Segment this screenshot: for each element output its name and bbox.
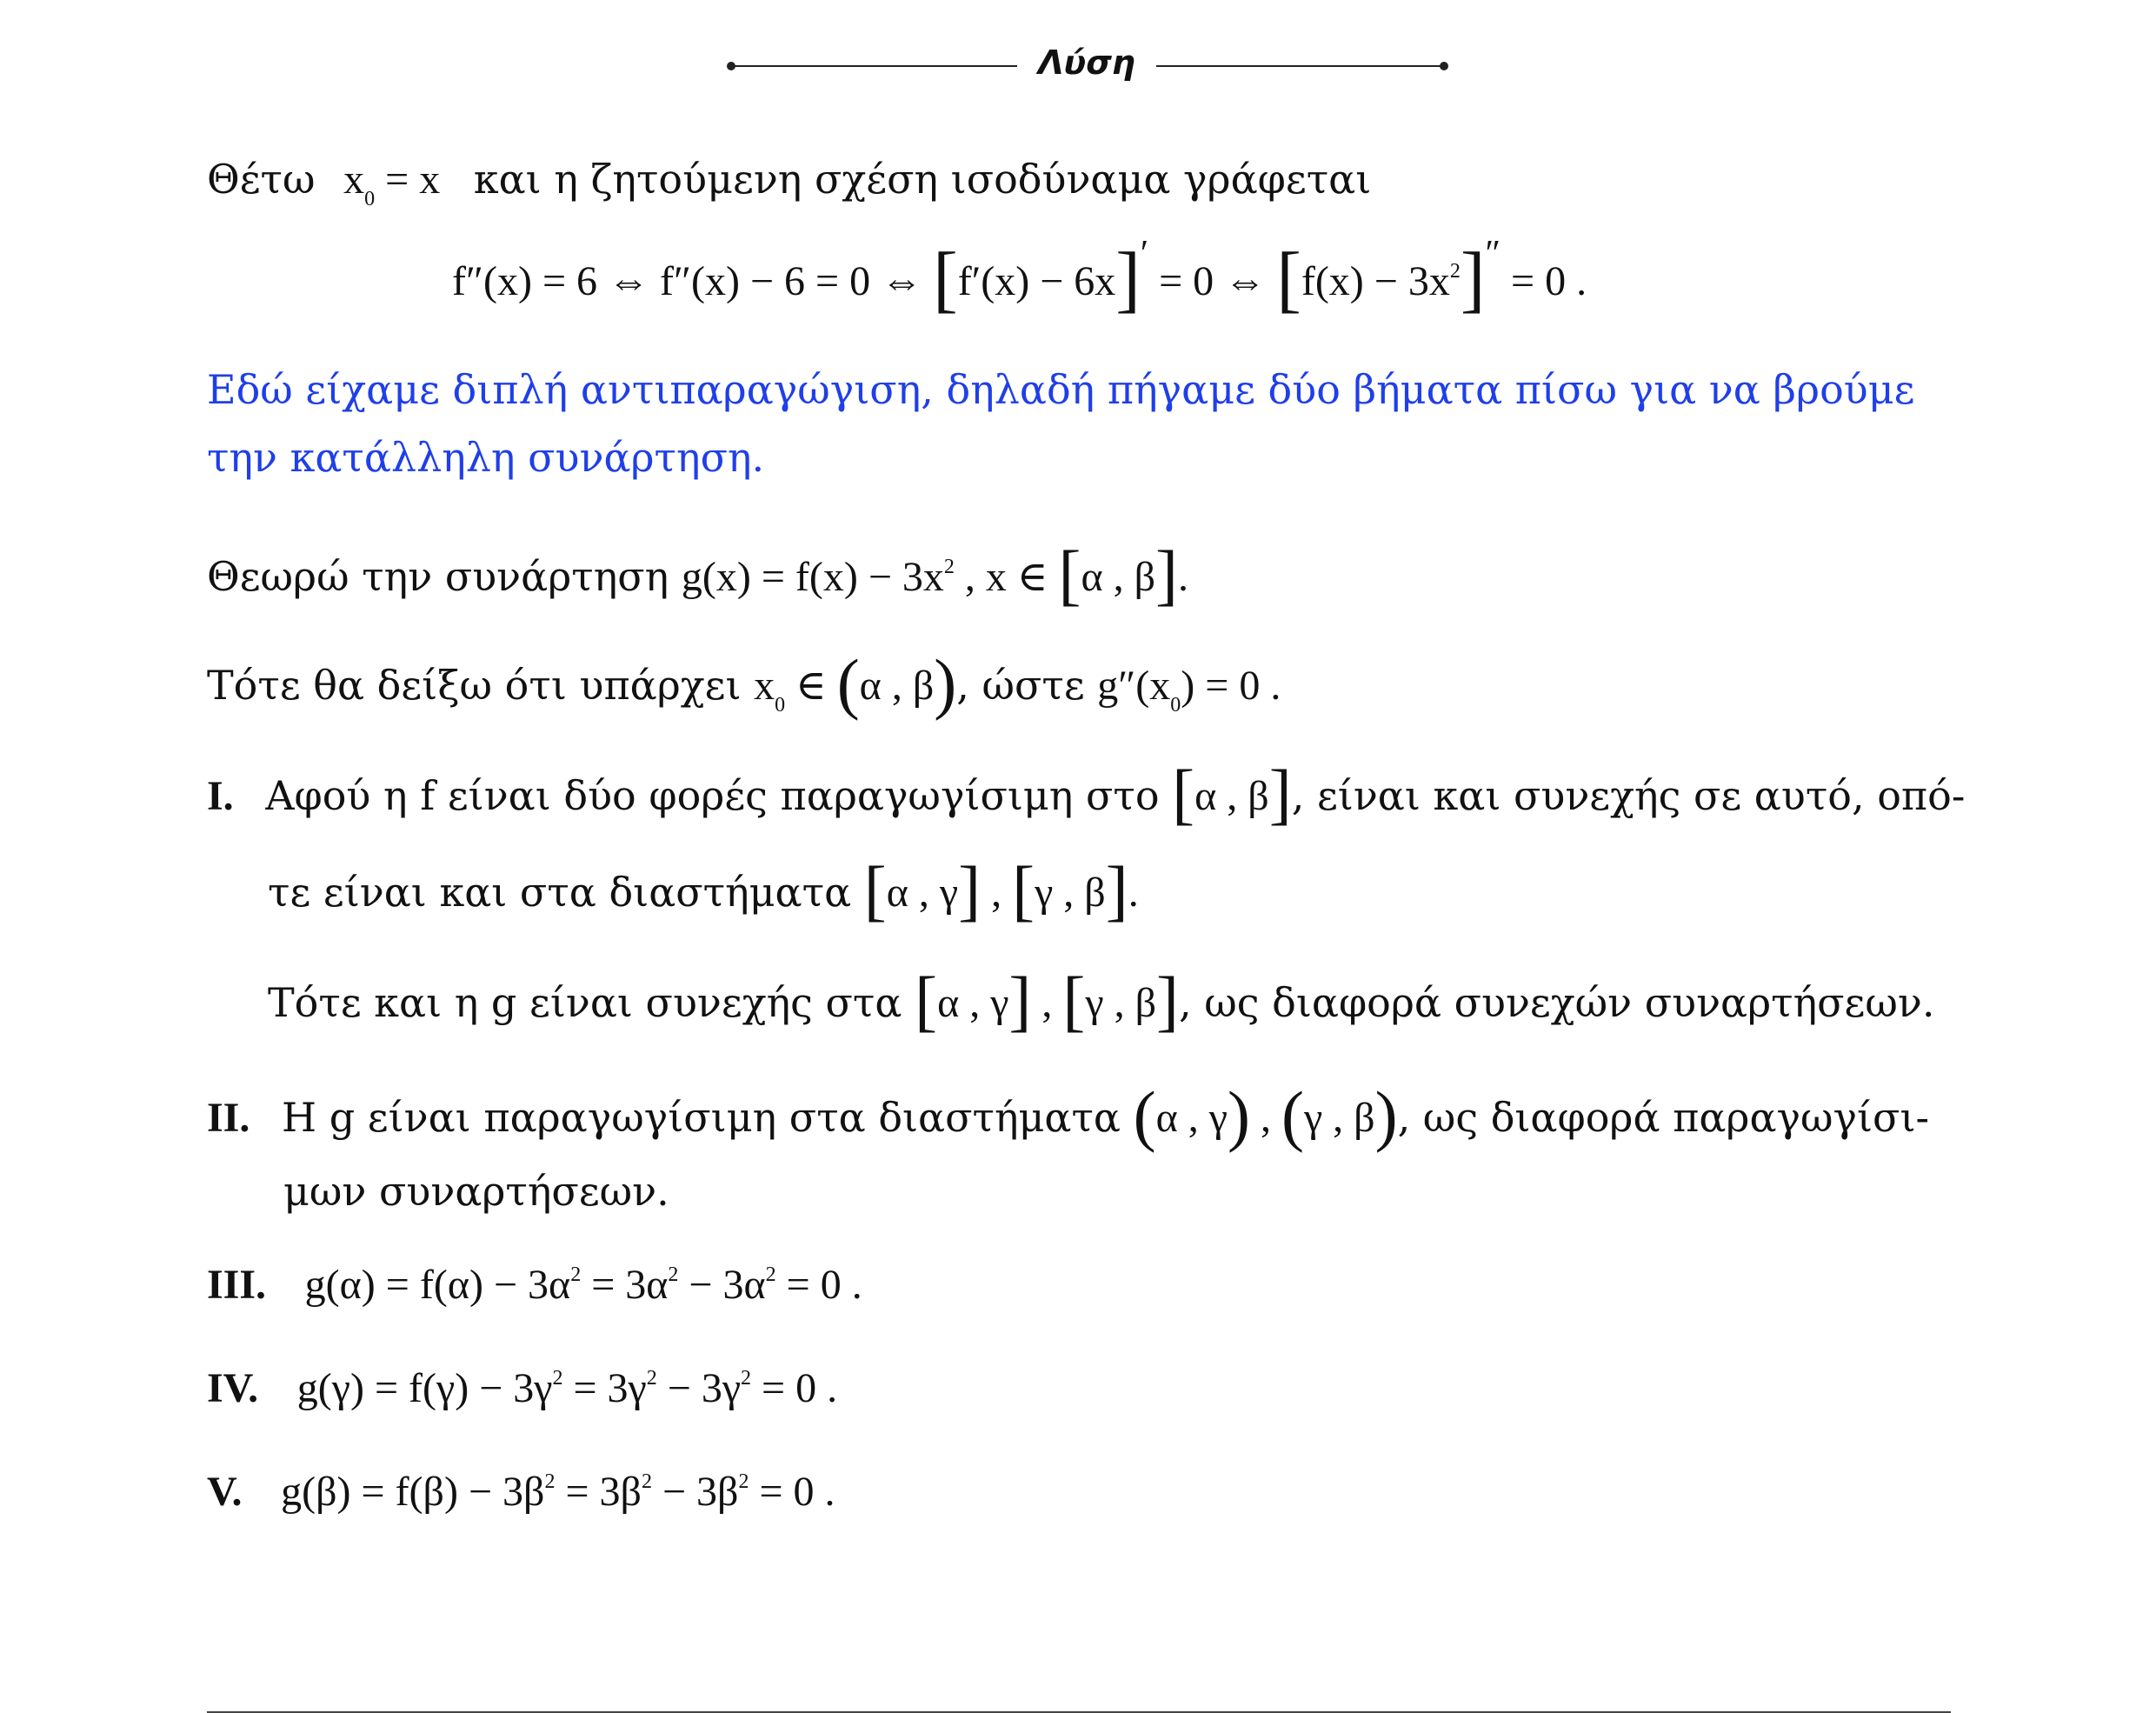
header-right-dot [1440,62,1448,70]
item-i-line-1: I. Αφού η f είναι δύο φορές παραγωγίσιμη στο [α , β], είναι και συνεχής σε αυτό, οπό- [207,756,1966,831]
item-iii-label: III. [207,1262,267,1308]
equation-prime-2: ″ [1485,234,1501,274]
item-i-line-2: τε είναι και στα διαστήματα [α , γ] , [γ , β]. [268,852,1139,928]
show-mid: , ώστε [956,662,1098,709]
intro-suffix: και η ζητούμενη σχέση ισοδύναμα γράφεται [473,156,1372,203]
equation-part-b: f′(x) − 6x [957,258,1116,304]
main-equation: f″(x) = 6 ⇔ f″(x) − 6 = 0 ⇔ [f′(x) − 6x]′ = 0 ⇔ $[f(x) - 3x^2]'' = 0$ . [452,234,1587,320]
header-right-rule [1156,65,1443,67]
show-math: $x_0$ ∈ (α , β) [754,645,957,721]
equation-part-d: f(x) − 3x [1301,258,1450,304]
header-title: Λύση [1038,43,1135,82]
equation-part-e: = 0 . [1501,258,1587,304]
consider-line [207,537,1188,612]
item-iii-line: III. $g(\alpha) = f(\alpha) - 3\alpha^2 = 3\alpha^2 - 3\alpha^2 = 0$ . [207,1262,862,1308]
equation-prime-1: ′ [1140,234,1149,274]
item-iv-line: IV. $g(\gamma) = f(\gamma) - 3\gamma^2 = 3\gamma^2 - 3\gamma^2 = 0$ . [207,1365,838,1411]
note-line-2: την κατάλληλη συνάρτηση. [207,434,765,481]
item-ii-line-1: II. Η g είναι παραγωγίσιμη στα διαστήματα (α , γ) , (γ , β), ως διαφορά παραγωγίσι- [207,1077,1930,1153]
item-v-line: V. $g(\beta) = f(\beta) - 3\beta^2 = 3\beta^2 - 3\beta^2 = 0$ . [207,1469,835,1515]
equation-part-c: = 0 ⇔ [1148,258,1277,304]
intro-math: $x_0 = x$ [343,157,441,210]
header-left-rule [730,65,1017,67]
item-ii-line-2: μων συναρτήσεων. [283,1168,669,1215]
item-iv-label: IV. [207,1365,259,1411]
show-math-2: $g''(x_0) = 0$ . [1097,663,1281,717]
intro-prefix: Θέτω [207,156,316,203]
consider-math: $g(x) = f(x) - 3x^2$ , x ∈ [α , β]. [681,537,1188,612]
item-ii-label: II. [207,1095,250,1141]
equation-part-a: f″(x) = 6 ⇔ f″(x) − 6 = 0 ⇔ [452,258,934,304]
item-i-line-3: Τότε και η g είναι συνεχής στα [α , γ] , [γ , β], ως διαφορά συνεχών συναρτήσεων. [268,963,1935,1038]
item-i-label: I. [207,773,234,819]
consider-text: Θεωρώ την συνάρτηση [207,553,682,600]
show-text: Τότε θα δείξω ότι υπάρχει [207,662,755,709]
note-line-1: Εδώ είχαμε διπλή αντιπαραγώγιση, δηλαδή πήγαμε δύο βήματα πίσω για να βρούμε [207,366,1915,413]
intro-line [207,156,1372,210]
item-v-label: V. [207,1469,243,1515]
show-line [207,645,1281,721]
